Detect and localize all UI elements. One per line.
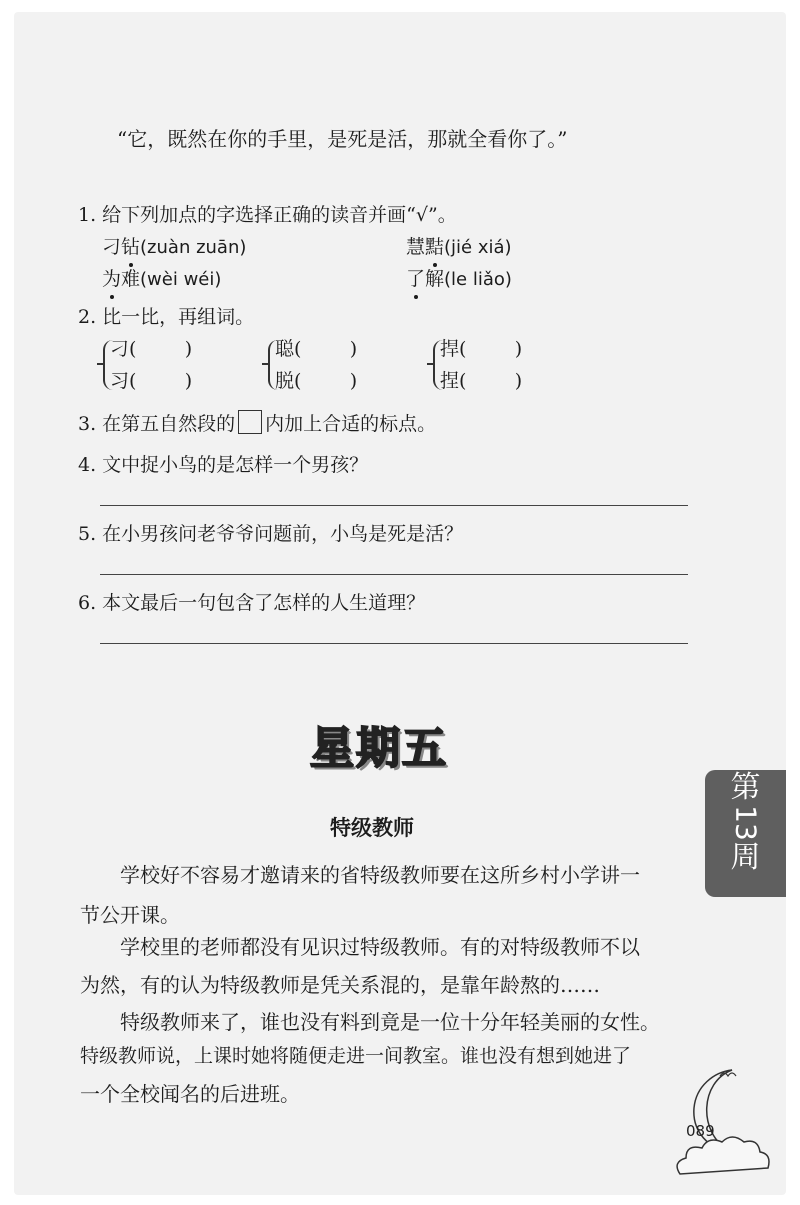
story-line-3: 学校里的老师都没有见识过特级教师。有的对特级教师不以 — [120, 935, 640, 959]
q1-item-4-post: 解 — [425, 268, 445, 290]
question-3 — [78, 410, 436, 437]
q2-group-3-top-char: 捍 — [440, 338, 460, 360]
quote-line: “它，既然在你的手里，是死是活，那就全看你了。” — [117, 127, 568, 151]
question-1-prompt: 1. 给下列加点的字选择正确的读音并画“√”。 — [78, 204, 457, 226]
week-tab-suffix: 周 — [730, 840, 761, 875]
q2-group-3-top: 捍( ) — [440, 338, 523, 360]
q1-item-2 — [406, 234, 512, 261]
q2-group-3-bottom: 捏( ) — [440, 370, 523, 392]
q1-item-1-dotted: 钻 — [121, 236, 141, 258]
question-6-prompt: 6. 本文最后一句包含了怎样的人生道理？ — [78, 592, 426, 614]
question-2-prompt: 2. 比一比，再组词。 — [78, 306, 255, 328]
q2-group-2-top: 聪( ) — [275, 338, 358, 360]
punctuation-box — [238, 410, 262, 434]
story-line-5: 特级教师来了，谁也没有料到竟是一位十分年轻美丽的女性。 — [120, 1010, 660, 1034]
q1-item-2-dotted: 黠 — [425, 236, 445, 258]
q1-item-4-pinyin[interactable]: (le liǎo) — [444, 269, 512, 290]
answer-line-q5[interactable] — [100, 574, 688, 575]
day-heading: 星期五 — [310, 723, 448, 774]
story-line-7: 一个全校闻名的后进班。 — [80, 1082, 300, 1106]
question-3-before: 3. 在第五自然段的 — [78, 413, 236, 435]
q1-item-1-pre: 刁 — [102, 236, 122, 258]
story-line-2: 节公开课。 — [80, 903, 180, 927]
page-number: 089 — [686, 1122, 715, 1140]
q1-item-3-post: 难 — [121, 268, 141, 290]
q1-item-2-pinyin[interactable]: (jié xiá) — [444, 237, 512, 258]
q1-item-2-pre: 慧 — [406, 236, 426, 258]
q1-item-3 — [102, 266, 221, 293]
q2-group-2-bottom: 脱( ) — [275, 370, 358, 392]
week-tab-prefix: 第 — [730, 770, 761, 805]
q1-item-3-pinyin[interactable]: (wèi wéi) — [140, 269, 222, 290]
q2-group-1-bottom: 习( ) — [110, 370, 193, 392]
answer-line-q4[interactable] — [100, 505, 688, 506]
q2-group-2-bottom-char: 脱 — [275, 370, 295, 392]
q1-item-4 — [406, 266, 512, 293]
q2-group-2-top-char: 聪 — [275, 338, 295, 360]
q1-item-1 — [102, 234, 246, 261]
question-4-prompt: 4. 文中捉小鸟的是怎样一个男孩？ — [78, 454, 369, 476]
q1-item-1-pinyin[interactable]: (zuàn zuān) — [140, 237, 247, 258]
story-line-6: 特级教师说，上课时她将随便走进一间教室。谁也没有想到她进了 — [80, 1045, 632, 1067]
week-tab-number: 13 — [729, 805, 763, 841]
q2-group-3-bottom-char: 捏 — [440, 370, 460, 392]
q1-item-3-dotted: 为 — [102, 268, 122, 290]
answer-line-q6[interactable] — [100, 643, 688, 644]
story-line-1: 学校好不容易才邀请来的省特级教师要在这所乡村小学讲一 — [120, 863, 640, 887]
q2-group-1-top: 刁( ) — [110, 338, 193, 360]
q2-group-1-top-char: 刁 — [110, 338, 130, 360]
question-3-after: 内加上合适的标点。 — [265, 413, 437, 435]
q1-item-4-dotted: 了 — [406, 268, 426, 290]
story-line-4: 为然，有的认为特级教师是凭关系混的，是靠年龄熬的…… — [80, 973, 600, 997]
story-title: 特级教师 — [330, 816, 414, 840]
week-tab — [705, 770, 786, 897]
q2-group-1-bottom-char: 习 — [110, 370, 130, 392]
question-5-prompt: 5. 在小男孩问老爷爷问题前，小鸟是死是活？ — [78, 523, 464, 545]
